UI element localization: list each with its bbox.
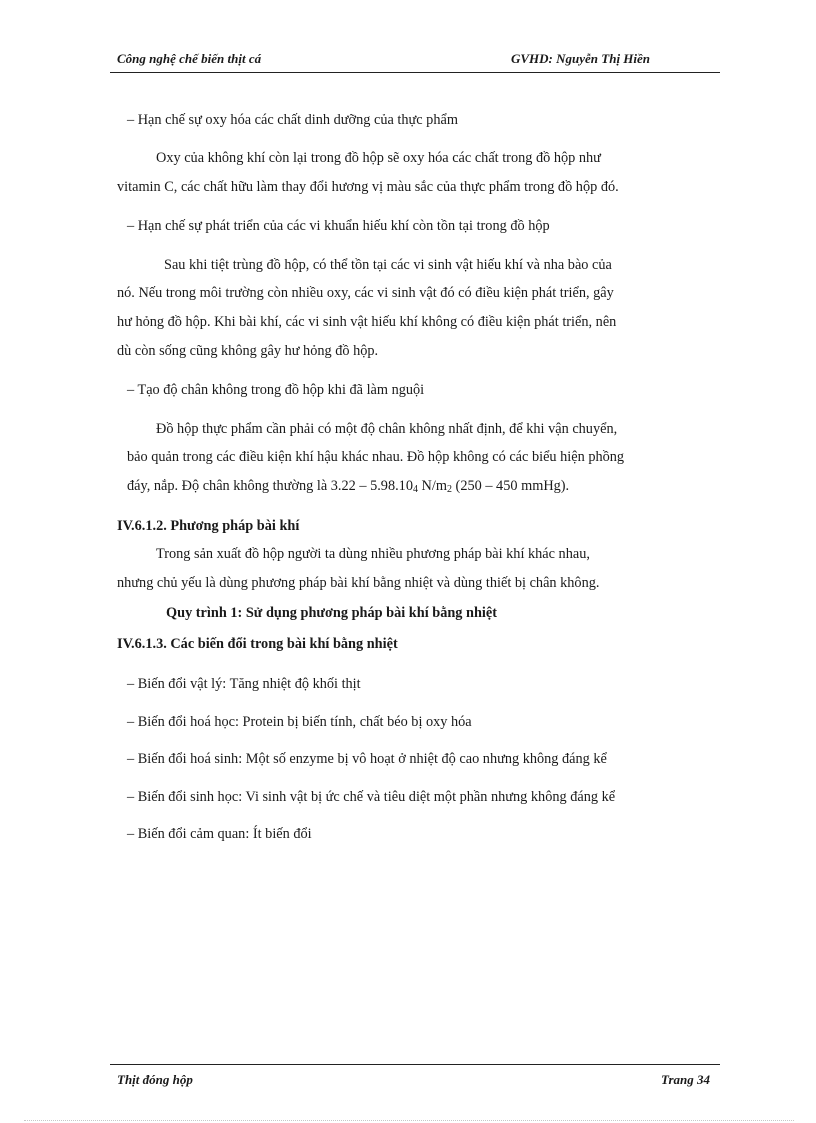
- bullet-oxidation: – Hạn chế sự oxy hóa các chất dinh dưỡng của thực phẩm: [127, 112, 458, 128]
- footer-page-number: Trang 34: [661, 1072, 710, 1087]
- bullet-vacuum: – Tạo độ chân không trong đồ hộp khi đã làm nguội: [127, 382, 425, 398]
- paragraph-sterilize-line-2: nó. Nếu trong môi trường còn nhiều oxy, các vi sinh vật đó có điều kiện phát triển, gây: [117, 285, 614, 301]
- header-rule: [110, 72, 720, 73]
- paragraph-sterilize-line-4: dù còn sống cũng không gây hư hỏng đồ hộp.: [117, 343, 379, 359]
- paragraph-vacuum-line-1: Đồ hộp thực phẩm cần phải có một độ chân không nhất định, để khi vận chuyển,: [156, 421, 618, 437]
- paragraph-sterilize-line-3: hư hỏng đồ hộp. Khi bài khí, các vi sinh vật hiếu khí không có điều kiện phát triển, nên: [117, 314, 617, 330]
- paragraph-sterilize-line-1: Sau khi tiệt trùng đồ hộp, có thể tồn tại các vi sinh vật hiếu khí và nha bào của: [164, 257, 612, 273]
- section-heading-4-6-1-3: IV.6.1.3. Các biến đổi trong bài khí bằng nhiệt: [117, 636, 398, 652]
- bullet-bacteria: – Hạn chế sự phát triển của các vi khuẩn hiếu khí còn tồn tại trong đồ hộp: [127, 218, 550, 234]
- change-sensory: – Biến đổi cảm quan: Ít biến đổi: [127, 826, 312, 842]
- paragraph-methods-line-2: nhưng chủ yếu là dùng phương pháp bài khí bằng nhiệt và dùng thiết bị chân không.: [117, 575, 600, 591]
- paragraph-oxygen-line-2: vitamin C, các chất hữu làm thay đổi hương vị màu sắc của thực phẩm trong đồ hộp đó.: [117, 179, 619, 195]
- footer-left: Thịt đóng hộp: [117, 1072, 193, 1087]
- paragraph-vacuum-line-3: đáy, nắp. Độ chân không thường là $3.22 - 5.98.10_4$ $N/m_2$ (250 – 450 mmHg).: [127, 478, 570, 495]
- header-right: GVHD: Nguyễn Thị Hiền: [511, 51, 651, 66]
- change-biochemical: – Biến đổi hoá sinh: Một số enzyme bị vô hoạt ở nhiệt độ cao nhưng không đáng kể: [127, 751, 607, 767]
- paragraph-methods-line-1: Trong sản xuất đồ hộp người ta dùng nhiều phương pháp bài khí khác nhau,: [156, 546, 590, 562]
- change-chemical: – Biến đổi hoá học: Protein bị biến tính, chất béo bị oxy hóa: [127, 714, 472, 730]
- section-heading-4-6-1-2: IV.6.1.2. Phương pháp bài khí: [117, 518, 300, 534]
- paragraph-vacuum-line-2: bảo quản trong các điều kiện khí hậu khác nhau. Đồ hộp không có các biểu hiện phồng: [127, 449, 625, 465]
- change-biological: – Biến đổi sinh học: Vi sinh vật bị ức chế và tiêu diệt một phần nhưng không đáng kể: [127, 789, 616, 805]
- process-caption: Quy trình 1: Sử dụng phương pháp bài khí bằng nhiệt: [166, 605, 498, 621]
- change-physical: – Biến đổi vật lý: Tăng nhiệt độ khối thịt: [127, 676, 361, 692]
- paragraph-oxygen-line-1: Oxy của không khí còn lại trong đồ hộp sẽ oxy hóa các chất trong đồ hộp như: [156, 150, 601, 166]
- footer-rule: [110, 1064, 720, 1065]
- page-edge-guide: [24, 1120, 794, 1121]
- header-left: Công nghệ chế biến thịt cá: [117, 51, 262, 66]
